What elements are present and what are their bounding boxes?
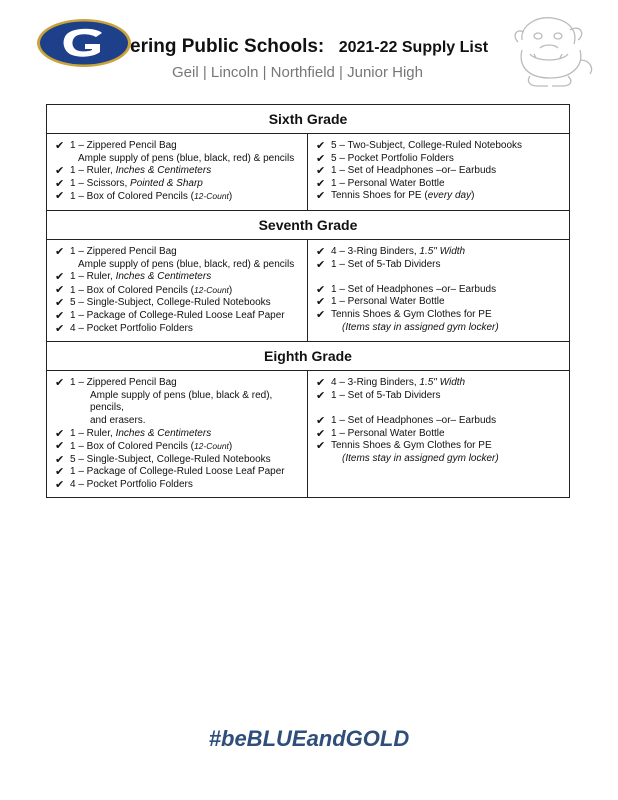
supply-item (53, 178, 301, 191)
supply-item-text: 4 – Pocket Portfolio Folders (70, 322, 193, 334)
checkmark-icon: ✔ (316, 308, 326, 321)
bulldog-mascot-icon (500, 10, 600, 90)
supply-item-text: 1 – Box of Colored Pencils ( (70, 284, 194, 296)
supply-item (53, 246, 301, 259)
checkmark-icon: ✔ (316, 389, 326, 402)
supply-item-detail: 1.5" Width (419, 245, 466, 257)
supply-item (53, 466, 301, 479)
supply-note: and erasers. (90, 414, 146, 426)
grade-supplies (47, 240, 569, 341)
supply-item-tail: ) (228, 284, 233, 296)
supply-item (314, 377, 563, 390)
supply-item (314, 428, 563, 441)
supply-item-text: 5 – Single-Subject, College-Ruled Notebooks (70, 297, 271, 309)
supply-item (53, 440, 301, 454)
checkmark-icon: ✔ (55, 377, 65, 390)
supply-item-detail: Inches & Centimeters (115, 271, 212, 283)
title-line (130, 36, 488, 58)
checkmark-icon: ✔ (55, 165, 65, 178)
supply-item-detail: Inches & Centimeters (115, 165, 212, 177)
supply-item (314, 190, 563, 203)
checkmark-icon: ✔ (55, 478, 65, 491)
supply-item-text: 5 – Single-Subject, College-Ruled Notebooks (70, 453, 271, 465)
checkmark-icon: ✔ (55, 140, 65, 152)
supply-item (314, 415, 563, 428)
checkmark-icon: ✔ (55, 309, 65, 322)
checkmark-icon: ✔ (55, 427, 65, 440)
supply-item (314, 259, 563, 272)
supply-item-detail: Pointed & Sharp (130, 177, 203, 189)
supply-item-text: 1 – Ruler, (70, 427, 116, 439)
supply-item-text: Tennis Shoes & Gym Clothes for PE (331, 308, 492, 320)
supply-item-text: 1 – Scissors, (70, 177, 131, 189)
supply-item-tail: ) (228, 441, 233, 453)
grade-heading: Sixth Grade (47, 105, 569, 134)
supply-item (53, 190, 301, 204)
supply-item-text: 1 – Zippered Pencil Bag (70, 377, 177, 389)
supply-item-text: 4 – Pocket Portfolio Folders (70, 478, 193, 490)
supply-item-tail: ) (471, 190, 475, 202)
supply-item-text: 1 – Set of Headphones –or– Earbuds (331, 165, 497, 177)
supply-column-right (308, 134, 569, 210)
supply-item-text: 1 – Zippered Pencil Bag (70, 140, 177, 151)
supply-note: Ample supply of pens (blue, black & red), pencils, (90, 389, 273, 414)
supply-item-text: 4 – 3-Ring Binders, (331, 245, 420, 257)
supply-item (53, 165, 301, 178)
supply-item (53, 323, 301, 336)
supply-item (53, 271, 301, 284)
checkmark-icon: ✔ (55, 190, 65, 203)
supply-list-title: 2021-22 Supply List (338, 39, 489, 56)
supply-item (314, 440, 563, 453)
checkmark-icon: ✔ (55, 466, 65, 479)
supply-item (53, 454, 301, 467)
supply-column-left (47, 240, 308, 341)
checkmark-icon: ✔ (55, 297, 65, 310)
row-spacer (314, 402, 563, 415)
supply-item-count: 12-Count (193, 284, 229, 295)
supply-item (53, 377, 301, 390)
supply-item (314, 140, 563, 153)
supply-item (314, 284, 563, 297)
supply-item (53, 284, 301, 298)
hashtag-slogan: #beBLUEandGOLD (208, 726, 410, 751)
supply-item-text: 5 – Pocket Portfolio Folders (331, 152, 454, 164)
supply-item-text: 1 – Set of Headphones –or– Earbuds (331, 414, 497, 426)
supply-item-text: 1 – Set of 5-Tab Dividers (331, 258, 441, 270)
supply-list-table (46, 104, 570, 498)
supply-item-text: 1 – Ruler, (70, 271, 116, 283)
supply-column-right (308, 240, 569, 341)
checkmark-icon: ✔ (316, 190, 326, 203)
checkmark-icon: ✔ (316, 414, 326, 427)
supply-item (53, 479, 301, 492)
supply-item-text: 1 – Zippered Pencil Bag (70, 245, 177, 257)
checkmark-icon: ✔ (316, 177, 326, 190)
logo-letter: G (36, 18, 37, 19)
supply-item (314, 165, 563, 178)
supply-item-detail: Inches & Centimeters (115, 427, 212, 439)
grade-supplies (47, 371, 569, 497)
supply-item-text: Tennis Shoes & Gym Clothes for PE (331, 440, 492, 452)
school-name: ering Public Schools: (130, 36, 325, 57)
checkmark-icon: ✔ (316, 245, 326, 258)
supply-item-detail: 1.5" Width (419, 377, 466, 389)
supply-note: Ample supply of pens (blue, black, red) & pencils (78, 152, 295, 164)
checkmark-icon: ✔ (316, 296, 326, 309)
supply-item (53, 140, 301, 153)
checkmark-icon: ✔ (316, 165, 326, 178)
supply-item (314, 390, 563, 403)
gering-g-logo (36, 18, 132, 68)
supply-item-text: 1 – Personal Water Bottle (331, 427, 445, 439)
checkmark-icon: ✔ (55, 453, 65, 466)
supply-item (53, 428, 301, 441)
supply-item (314, 246, 563, 259)
checkmark-icon: ✔ (316, 377, 326, 390)
supply-item-text: 1 – Box of Colored Pencils ( (70, 191, 194, 203)
supply-item (314, 296, 563, 309)
supply-item-text: 1 – Package of College-Ruled Loose Leaf Paper (70, 309, 285, 321)
checkmark-icon: ✔ (316, 283, 326, 296)
checkmark-icon: ✔ (316, 440, 326, 453)
supply-item (53, 310, 301, 323)
supply-item-text: 1 – Ruler, (70, 165, 116, 177)
supply-item-text: 1 – Personal Water Bottle (331, 177, 445, 189)
school-list-subtitle: Geil | Lincoln | Northfield | Junior High (172, 64, 423, 81)
supply-item-text: Tennis Shoes for PE ( (331, 190, 428, 202)
supply-column-right (308, 371, 569, 497)
supply-item-count: 12-Count (193, 191, 229, 202)
supply-item (314, 153, 563, 166)
supply-item-text: 1 – Box of Colored Pencils ( (70, 441, 194, 453)
supply-item-text: 4 – 3-Ring Binders, (331, 377, 420, 389)
supply-column-left (47, 134, 308, 210)
supply-item (314, 309, 563, 322)
checkmark-icon: ✔ (55, 245, 65, 258)
supply-item-text: 5 – Two-Subject, College-Ruled Notebooks (331, 140, 523, 151)
supply-item-text: 1 – Package of College-Ruled Loose Leaf Paper (70, 466, 285, 478)
supply-item-text: 1 – Personal Water Bottle (331, 296, 445, 308)
checkmark-icon: ✔ (55, 283, 65, 296)
checkmark-icon: ✔ (316, 427, 326, 440)
supply-column-left (47, 371, 308, 497)
supply-item-tail: ) (228, 191, 233, 203)
supply-note: Ample supply of pens (blue, black, red) & pencils (78, 258, 295, 270)
page-header (0, 0, 618, 95)
checkmark-icon: ✔ (55, 440, 65, 453)
supply-item-text: 1 – Set of 5-Tab Dividers (331, 389, 441, 401)
grade-heading: Eighth Grade (47, 341, 569, 371)
supply-note: (Items stay in assigned gym locker) (342, 321, 499, 333)
checkmark-icon: ✔ (316, 140, 326, 152)
checkmark-icon: ✔ (316, 258, 326, 271)
supply-note: (Items stay in assigned gym locker) (342, 452, 499, 464)
supply-item-detail: every day (427, 190, 472, 202)
checkmark-icon: ✔ (55, 322, 65, 335)
supply-item-count: 12-Count (193, 441, 229, 452)
checkmark-icon: ✔ (55, 271, 65, 284)
supply-item-text: 1 – Set of Headphones –or– Earbuds (331, 283, 497, 295)
supply-item (314, 178, 563, 191)
grade-supplies (47, 134, 569, 210)
supply-item (53, 297, 301, 310)
grade-heading: Seventh Grade (47, 210, 569, 240)
row-spacer (314, 271, 563, 284)
checkmark-icon: ✔ (55, 177, 65, 190)
checkmark-icon: ✔ (316, 152, 326, 165)
